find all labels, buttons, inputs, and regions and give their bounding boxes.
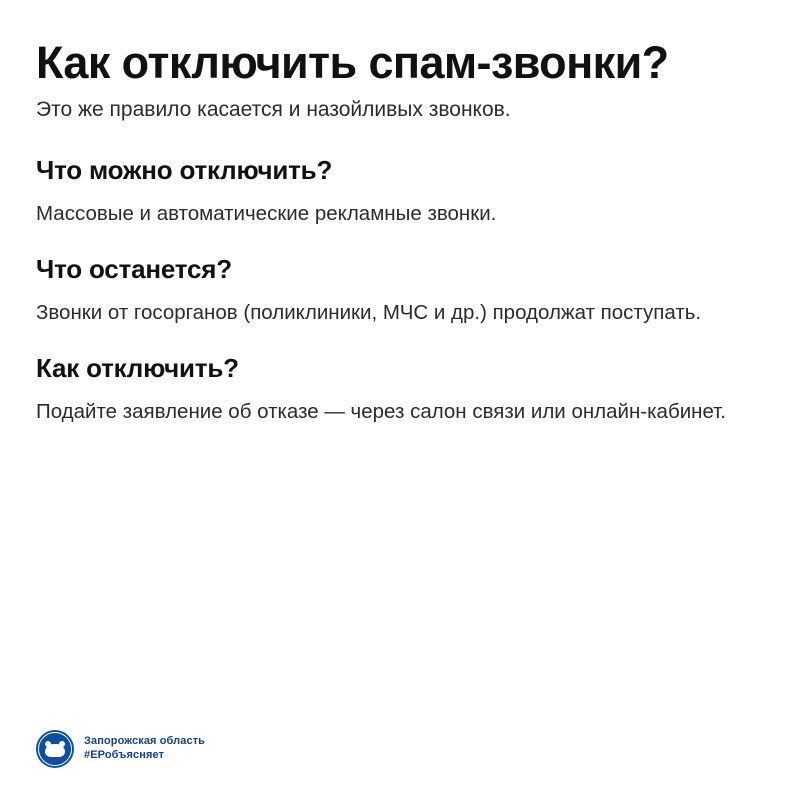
section-heading: Что останется? [36, 254, 232, 285]
section-what-can-be-disabled [36, 155, 764, 228]
section-body: Звонки от госорганов (поликлиники, МЧС и др.) продолжат поступать. [36, 301, 702, 325]
section-what-remains [36, 254, 764, 327]
bear-emblem-icon [36, 730, 74, 768]
footer-region-label: Запорожская область [84, 735, 206, 748]
section-body: Массовые и автоматические рекламные звонки. [36, 201, 497, 225]
footer-text [84, 735, 205, 763]
section-heading: Как отключить? [36, 353, 239, 384]
section-heading: Что можно отключить? [36, 154, 333, 185]
footer [36, 730, 205, 768]
page-title: Как отключить спам-звонки? [36, 37, 669, 88]
page-subtitle: Это же правило касается и назойливых звонков. [36, 98, 511, 122]
section-body: Подайте заявление об отказе — через салон связи или онлайн-кабинет. [36, 400, 726, 424]
emblem-bear-shape [45, 744, 65, 757]
footer-hashtag-label: #ЕРобъясняет [84, 749, 165, 761]
section-how-to-disable [36, 353, 764, 426]
